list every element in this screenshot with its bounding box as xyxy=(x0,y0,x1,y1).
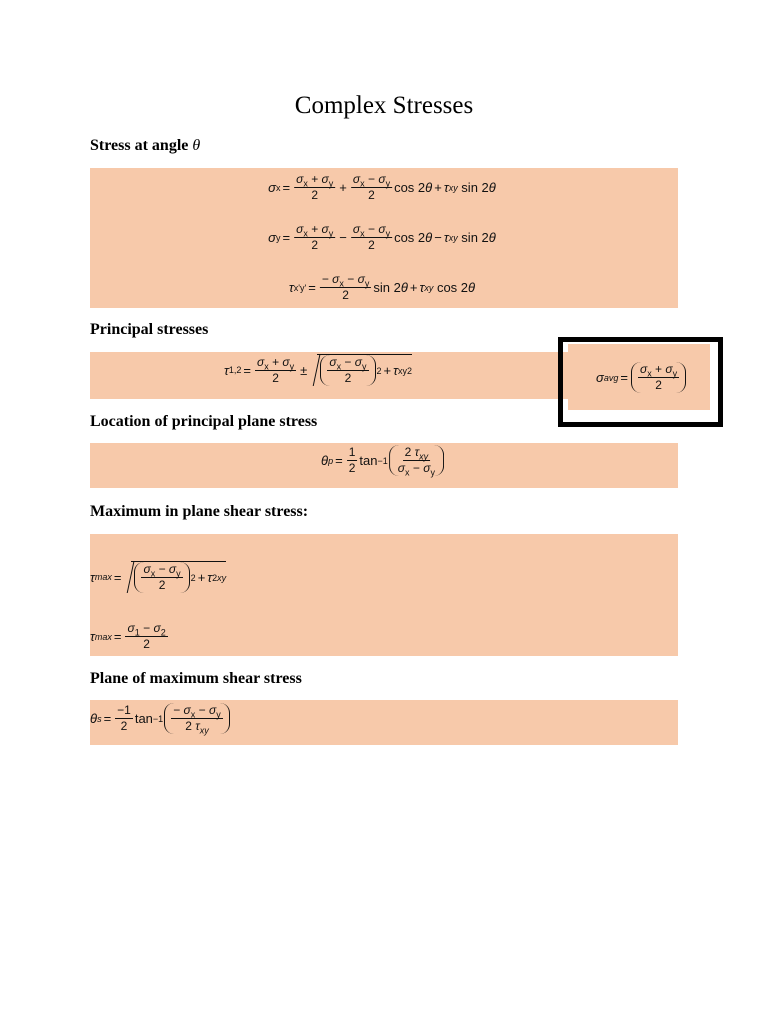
heading-stress-at-angle: Stress at angle θ xyxy=(90,137,201,154)
heading-maximum-in-plane-shear: Maximum in plane shear stress: xyxy=(90,503,309,520)
page-title: Complex Stresses xyxy=(294,92,474,119)
heading-location-principal-plane: Location of principal plane stress xyxy=(90,413,318,430)
equation-sigma-x: σ x = $\frac{\sigma_x + \sigma_y}{2}$ + $\frac{\sigma_x - \sigma_y}{2}$ cos 2 θ + τ xy sin 2 θ xyxy=(268,172,496,202)
equation-sigma-y: σ y = $\frac{\sigma_x + \sigma_y}{2}$ − $\frac{\sigma_x - \sigma_y}{2}$ cos 2 θ − τ xy sin 2 θ xyxy=(268,222,496,252)
equation-theta-s: θ s = $\frac{-1}{2}$ tan −1 $\frac{- \sigma_x - \sigma_y}{2 \tau_{xy}}$ xyxy=(90,703,231,734)
highlight-frame xyxy=(558,337,723,427)
heading-principal-stresses: Principal stresses xyxy=(90,321,209,338)
equation-theta-p: θ p = $\frac{1}{2}$ tan −1 $\frac{2 \tau_{xy}}{\sigma_x - \sigma_y}$ xyxy=(321,445,445,476)
equation-box-maximum-in-plane-shear xyxy=(90,534,678,656)
equation-sigma-avg: σ avg = $\frac{\sigma_x + \sigma_y}{2}$ xyxy=(596,362,687,393)
equation-tau-max-principal: τ max = $\frac{\sigma_1 - \sigma_2}{2}$ xyxy=(90,621,166,651)
equation-tau-xy-prime: τ x'y' = $\frac{- \sigma_x - \sigma_y}{2}$ sin 2 θ + τ xy cos 2 θ xyxy=(288,272,476,302)
equation-tau-1-2: τ 1,2 = $\frac{\sigma_x + \sigma_y}{2}$ ± $\frac{\sigma_x - \sigma_y}{2}$ 2 + τ xy 2 xyxy=(224,354,412,385)
equation-tau-max-sqrt: τ max = $\frac{\sigma_x - \sigma_y}{2}$ 2 + τ 2 xy xyxy=(90,562,227,592)
heading-plane-maximum-shear: Plane of maximum shear stress xyxy=(90,670,302,687)
